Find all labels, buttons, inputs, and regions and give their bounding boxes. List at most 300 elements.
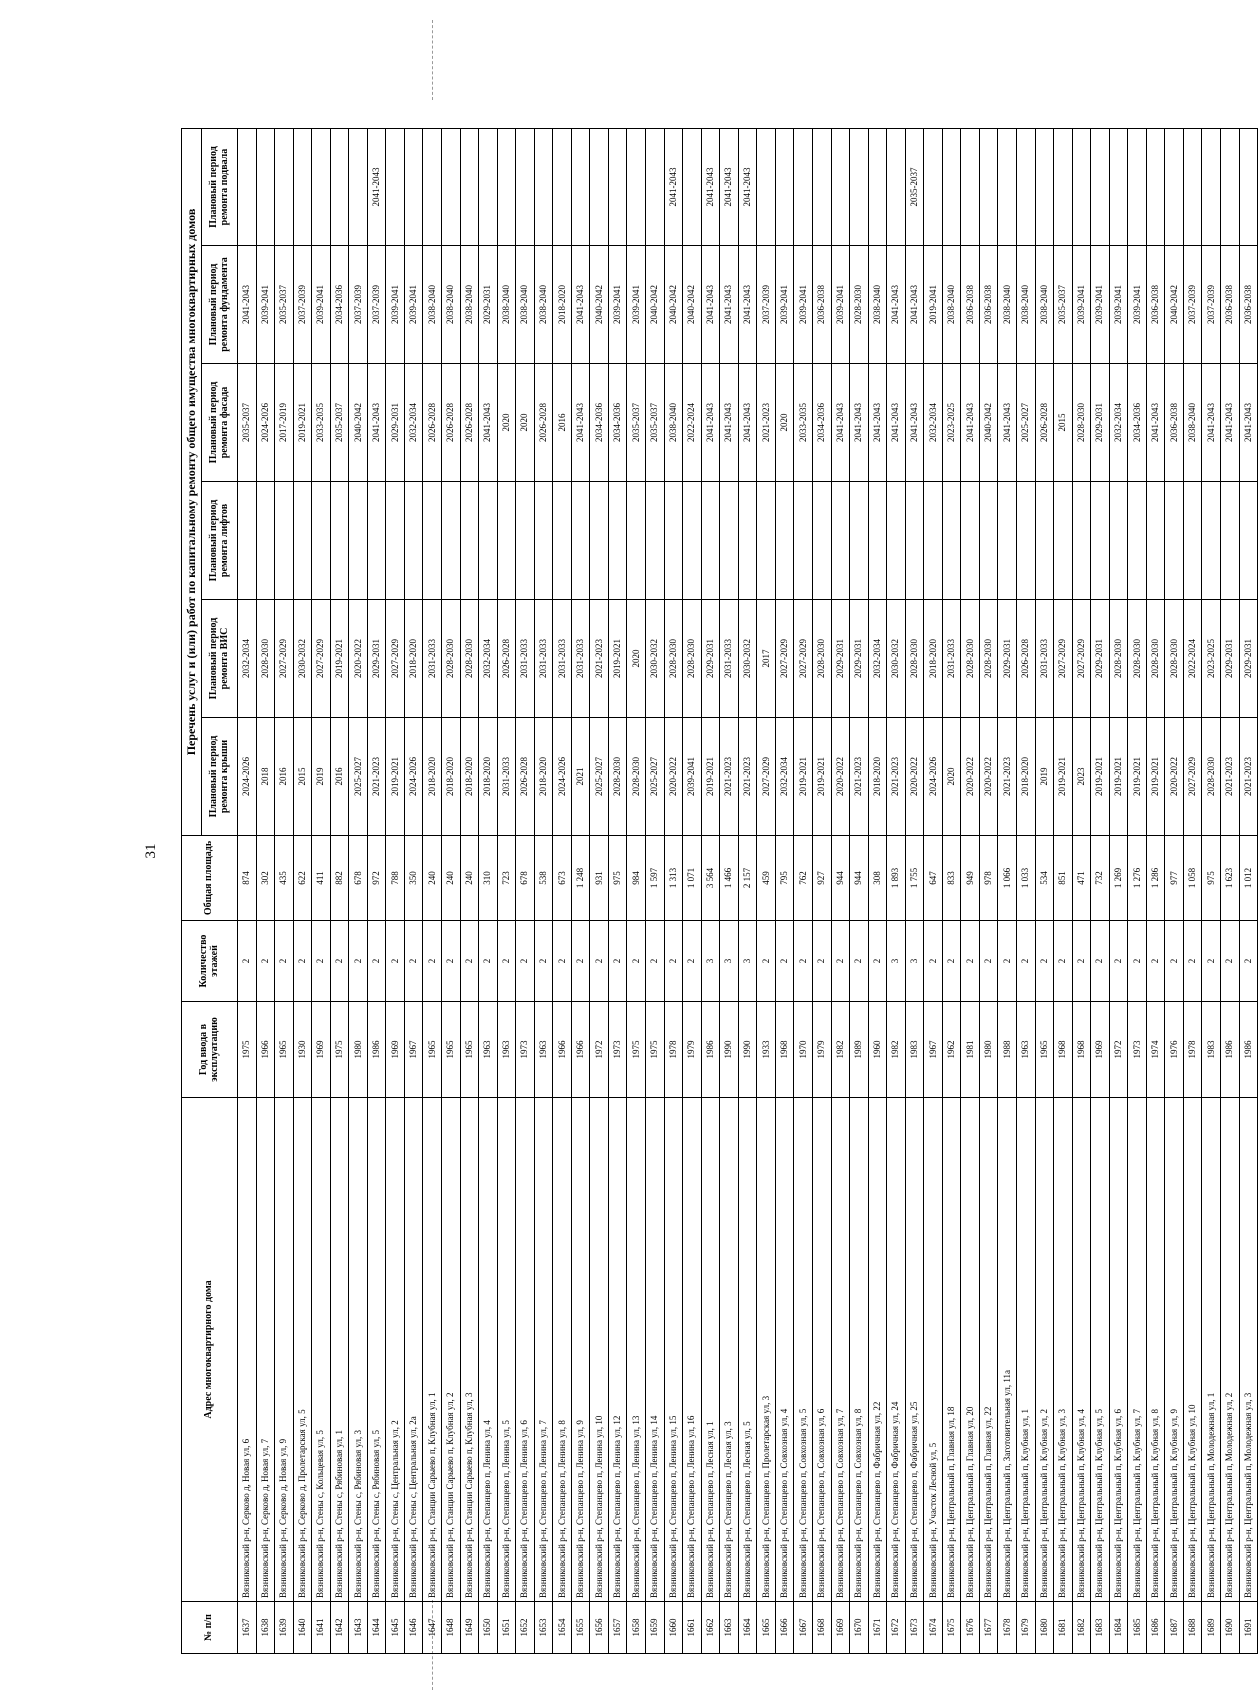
cell-area: 647 — [924, 836, 943, 921]
cell-year: 1979 — [683, 1002, 702, 1098]
cell-foundation: 2039-2041 — [831, 246, 850, 364]
cell-lift — [1220, 482, 1239, 600]
cell-area: 240 — [442, 836, 461, 921]
cell-year: 1960 — [868, 1002, 887, 1098]
cell-vis: 2029-2031 — [367, 600, 386, 718]
cell-floors: 2 — [1202, 921, 1221, 1002]
cell-floors: 2 — [1109, 921, 1128, 1002]
cell-floors: 2 — [349, 921, 368, 1002]
cell-lift — [479, 482, 498, 600]
cell-year: 1963 — [534, 1002, 553, 1098]
cell-num: 1671 — [868, 1602, 887, 1654]
cell-lift — [942, 482, 961, 600]
cell-basement: 2041-2043 — [738, 129, 757, 246]
cell-year: 1963 — [497, 1002, 516, 1098]
cell-vis: 2032-2034 — [238, 600, 257, 718]
cell-roof: 2027-2029 — [1183, 718, 1202, 836]
cell-facade: 2035-2037 — [627, 364, 646, 482]
cell-vis: 2026-2028 — [497, 600, 516, 718]
cell-facade: 2034-2036 — [1128, 364, 1147, 482]
cell-foundation: 2039-2041 — [1091, 246, 1110, 364]
cell-vis: 2028-2030 — [256, 600, 275, 718]
table-row — [1128, 129, 1147, 1654]
cell-facade: 2041-2043 — [367, 364, 386, 482]
cell-foundation: 2028-2030 — [850, 246, 869, 364]
cell-floors: 2 — [367, 921, 386, 1002]
table-row — [1016, 129, 1035, 1654]
header-facade: Плановый период ремонта фасада — [202, 364, 238, 482]
cell-lift — [1072, 482, 1091, 600]
cell-lift — [442, 482, 461, 600]
cell-num: 1673 — [905, 1602, 924, 1654]
cell-basement — [460, 129, 479, 246]
cell-vis: 2020-2022 — [349, 600, 368, 718]
cell-year: 1967 — [924, 1002, 943, 1098]
cell-address: Вязниковский р-н, Стены с, Кольцевая ул, 5 — [312, 1098, 331, 1602]
cell-basement — [534, 129, 553, 246]
cell-lift — [516, 482, 535, 600]
cell-address: Вязниковский р-н, Центральный п, Клубная ул, 9 — [1165, 1098, 1184, 1602]
cell-basement — [516, 129, 535, 246]
cell-num: 1645 — [386, 1602, 405, 1654]
cell-basement — [1146, 129, 1165, 246]
cell-year: 1983 — [1202, 1002, 1221, 1098]
cell-lift — [831, 482, 850, 600]
cell-basement — [404, 129, 423, 246]
cell-year: 1986 — [1239, 1002, 1258, 1098]
cell-vis: 2021-2023 — [590, 600, 609, 718]
cell-lift — [1091, 482, 1110, 600]
cell-area: 471 — [1072, 836, 1091, 921]
cell-roof: 2019 — [312, 718, 331, 836]
cell-roof: 2024-2026 — [404, 718, 423, 836]
cell-foundation: 2038-2040 — [442, 246, 461, 364]
cell-area: 788 — [386, 836, 405, 921]
cell-vis: 2027-2029 — [275, 600, 294, 718]
cell-roof: 2020-2022 — [961, 718, 980, 836]
cell-facade: 2041-2043 — [998, 364, 1017, 482]
cell-floors: 3 — [905, 921, 924, 1002]
table-row — [1183, 129, 1202, 1654]
cell-year: 1973 — [516, 1002, 535, 1098]
cell-area: 978 — [979, 836, 998, 921]
cell-address: Вязниковский р-н, Степанцево п, Ленина ул, 16 — [683, 1098, 702, 1602]
cell-address: Вязниковский р-н, Степанцево п, Лесная ул, 3 — [720, 1098, 739, 1602]
cell-facade: 2041-2043 — [479, 364, 498, 482]
cell-facade: 2041-2043 — [868, 364, 887, 482]
cell-floors: 3 — [887, 921, 906, 1002]
cell-area: 851 — [1054, 836, 1073, 921]
cell-num: 1685 — [1128, 1602, 1147, 1654]
cell-roof: 2024-2026 — [238, 718, 257, 836]
page-number: 31 — [143, 843, 159, 859]
cell-roof: 2026-2028 — [516, 718, 535, 836]
cell-address: Вязниковский р-н, Степанцево п, Совхозная ул, 5 — [794, 1098, 813, 1602]
cell-vis: 2031-2033 — [534, 600, 553, 718]
table-row — [1054, 129, 1073, 1654]
cell-address: Вязниковский р-н, Степанцево п, Фабричная ул, 24 — [887, 1098, 906, 1602]
cell-area: 1 012 — [1239, 836, 1258, 921]
cell-num: 1674 — [924, 1602, 943, 1654]
cell-roof: 2025-2027 — [646, 718, 665, 836]
table-row — [349, 129, 368, 1654]
cell-lift — [1165, 482, 1184, 600]
header-num: № п/п — [182, 1602, 238, 1654]
cell-area: 310 — [479, 836, 498, 921]
cell-num: 1670 — [850, 1602, 869, 1654]
cell-area: 1 066 — [998, 836, 1017, 921]
cell-address: Вязниковский р-н, Центральный п, Клубная ул, 8 — [1146, 1098, 1165, 1602]
cell-lift — [312, 482, 331, 600]
cell-roof: 2019-2021 — [386, 718, 405, 836]
cell-foundation: 2038-2040 — [1016, 246, 1035, 364]
table-row — [1239, 129, 1258, 1654]
cell-lift — [868, 482, 887, 600]
cell-vis: 2029-2031 — [701, 600, 720, 718]
cell-basement — [850, 129, 869, 246]
cell-foundation: 2040-2042 — [646, 246, 665, 364]
cell-floors: 2 — [812, 921, 831, 1002]
cell-roof: 2020-2022 — [831, 718, 850, 836]
cell-foundation: 2039-2041 — [627, 246, 646, 364]
cell-facade: 2033-2035 — [312, 364, 331, 482]
table-row — [497, 129, 516, 1654]
cell-lift — [349, 482, 368, 600]
cell-floors: 3 — [720, 921, 739, 1002]
cell-area: 1 276 — [1128, 836, 1147, 921]
cell-roof: 2031-2033 — [497, 718, 516, 836]
cell-lift — [683, 482, 702, 600]
cell-basement — [423, 129, 442, 246]
cell-lift — [571, 482, 590, 600]
cell-area: 622 — [293, 836, 312, 921]
cell-vis: 2023-2025 — [1202, 600, 1221, 718]
cell-foundation: 2038-2040 — [497, 246, 516, 364]
cell-basement — [293, 129, 312, 246]
cell-num: 1638 — [256, 1602, 275, 1654]
header-basement: Плановый период ремонта подвала — [202, 129, 238, 246]
cell-vis: 2030-2032 — [646, 600, 665, 718]
cell-address: Вязниковский р-н, Центральный п, Молодежная ул, 1 — [1202, 1098, 1221, 1602]
cell-floors: 2 — [293, 921, 312, 1002]
table-row — [979, 129, 998, 1654]
cell-roof: 2023 — [1072, 718, 1091, 836]
cell-roof: 2019-2021 — [1128, 718, 1147, 836]
cell-address: Вязниковский р-н, Станции Сарыево п, Клубная ул, 1 — [423, 1098, 442, 1602]
cell-num: 1677 — [979, 1602, 998, 1654]
cell-facade: 2020 — [497, 364, 516, 482]
cell-num: 1640 — [293, 1602, 312, 1654]
cell-year: 1988 — [998, 1002, 1017, 1098]
cell-year: 1963 — [479, 1002, 498, 1098]
cell-floors: 2 — [590, 921, 609, 1002]
cell-year: 1975 — [627, 1002, 646, 1098]
cell-floors: 2 — [942, 921, 961, 1002]
cell-num: 1663 — [720, 1602, 739, 1654]
cell-address: Вязниковский р-н, Центральный п, Клубная ул, 2 — [1035, 1098, 1054, 1602]
cell-basement — [479, 129, 498, 246]
cell-num: 1664 — [738, 1602, 757, 1654]
cell-foundation: 2039-2041 — [386, 246, 405, 364]
table-row — [942, 129, 961, 1654]
header-lift: Плановый период ремонта лифтов — [202, 482, 238, 600]
cell-vis: 2028-2030 — [905, 600, 924, 718]
cell-facade: 2041-2043 — [961, 364, 980, 482]
cell-foundation: 2039-2041 — [312, 246, 331, 364]
cell-foundation: 2040-2042 — [1165, 246, 1184, 364]
cell-year: 1975 — [238, 1002, 257, 1098]
cell-address: Вязниковский р-н, Центральный п, Главная ул, 18 — [942, 1098, 961, 1602]
cell-foundation: 2040-2042 — [590, 246, 609, 364]
cell-facade: 2032-2034 — [924, 364, 943, 482]
cell-area: 350 — [404, 836, 423, 921]
cell-roof: 2019-2021 — [701, 718, 720, 836]
cell-roof: 2018-2020 — [442, 718, 461, 836]
header-address: Адрес многоквартирного дома — [182, 1098, 238, 1602]
cell-num: 1660 — [664, 1602, 683, 1654]
cell-address: Вязниковский р-н, Центральный п, Клубная ул, 6 — [1109, 1098, 1128, 1602]
cell-vis: 2027-2029 — [1054, 600, 1073, 718]
cell-vis: 2031-2033 — [553, 600, 572, 718]
cell-area: 975 — [608, 836, 627, 921]
cell-lift — [998, 482, 1017, 600]
cell-area: 984 — [627, 836, 646, 921]
cell-area: 944 — [831, 836, 850, 921]
cell-facade: 2015 — [1054, 364, 1073, 482]
header-area: Общая площадь — [182, 836, 238, 921]
cell-year: 1969 — [386, 1002, 405, 1098]
cell-address: Вязниковский р-н, Станции Сарыево п, Клубная ул, 2 — [442, 1098, 461, 1602]
cell-basement — [1220, 129, 1239, 246]
cell-roof: 2021-2023 — [850, 718, 869, 836]
cell-area: 538 — [534, 836, 553, 921]
cell-area: 795 — [775, 836, 794, 921]
header-roof: Плановый период ремонта крыши — [202, 718, 238, 836]
cell-num: 1665 — [757, 1602, 776, 1654]
cell-area: 435 — [275, 836, 294, 921]
cell-foundation: 2040-2042 — [664, 246, 683, 364]
cell-year: 1965 — [423, 1002, 442, 1098]
cell-address: Вязниковский р-н, Степанцево п, Ленина ул, 7 — [534, 1098, 553, 1602]
cell-address: Вязниковский р-н, Серково д, Новая ул, 7 — [256, 1098, 275, 1602]
cell-year: 1968 — [1072, 1002, 1091, 1098]
cell-vis: 2019-2021 — [608, 600, 627, 718]
cell-area: 1 058 — [1183, 836, 1202, 921]
cell-area: 723 — [497, 836, 516, 921]
cell-area: 1 755 — [905, 836, 924, 921]
cell-facade: 2024-2026 — [256, 364, 275, 482]
cell-foundation: 2041-2043 — [720, 246, 739, 364]
cell-basement — [757, 129, 776, 246]
cell-address: Вязниковский р-н, Центральный п, Клубная ул, 7 — [1128, 1098, 1147, 1602]
cell-address: Вязниковский р-н, Серково д, Новая ул, 6 — [238, 1098, 257, 1602]
cell-roof: 2019-2021 — [812, 718, 831, 836]
cell-year: 1970 — [794, 1002, 813, 1098]
cell-address: Вязниковский р-н, Центральный п, Главная ул, 20 — [961, 1098, 980, 1602]
table-row — [516, 129, 535, 1654]
cell-roof: 2021-2023 — [1220, 718, 1239, 836]
cell-basement — [979, 129, 998, 246]
cell-roof: 2019-2021 — [1146, 718, 1165, 836]
table-row — [646, 129, 665, 1654]
cell-num: 1642 — [330, 1602, 349, 1654]
cell-year: 1986 — [367, 1002, 386, 1098]
table-row — [738, 129, 757, 1654]
header-vis: Плановый период ремонта ВИС — [202, 600, 238, 718]
cell-year: 1965 — [442, 1002, 461, 1098]
cell-area: 673 — [553, 836, 572, 921]
cell-floors: 2 — [998, 921, 1017, 1002]
cell-foundation: 2037-2039 — [367, 246, 386, 364]
cell-area: 874 — [238, 836, 257, 921]
cell-year: 1982 — [887, 1002, 906, 1098]
table-row — [887, 129, 906, 1654]
cell-lift — [256, 482, 275, 600]
cell-area: 1 033 — [1016, 836, 1035, 921]
cell-year: 1967 — [404, 1002, 423, 1098]
cell-area: 411 — [312, 836, 331, 921]
cell-year: 1974 — [1146, 1002, 1165, 1098]
cell-foundation: 2039-2041 — [256, 246, 275, 364]
cell-vis: 2028-2030 — [1146, 600, 1165, 718]
table-row — [683, 129, 702, 1654]
table-row — [1072, 129, 1091, 1654]
cell-vis: 2027-2029 — [312, 600, 331, 718]
cell-num: 1691 — [1239, 1602, 1258, 1654]
cell-basement — [1202, 129, 1221, 246]
cell-facade: 2032-2034 — [404, 364, 423, 482]
cell-facade: 2041-2043 — [850, 364, 869, 482]
cell-year: 1975 — [330, 1002, 349, 1098]
cell-facade: 2036-2038 — [1165, 364, 1184, 482]
cell-lift — [850, 482, 869, 600]
cell-lift — [1146, 482, 1165, 600]
cell-vis: 2028-2030 — [961, 600, 980, 718]
cell-basement — [998, 129, 1017, 246]
table-row — [720, 129, 739, 1654]
cell-num: 1678 — [998, 1602, 1017, 1654]
cell-address: Вязниковский р-н, Участок Лесной ул, 5 — [924, 1098, 943, 1602]
cell-lift — [275, 482, 294, 600]
cell-floors: 2 — [1128, 921, 1147, 1002]
table-row — [293, 129, 312, 1654]
cell-num: 1641 — [312, 1602, 331, 1654]
cell-num: 1644 — [367, 1602, 386, 1654]
cell-foundation: 2038-2040 — [423, 246, 442, 364]
cell-lift — [1035, 482, 1054, 600]
cell-facade: 2040-2042 — [979, 364, 998, 482]
cell-address: Вязниковский р-н, Степанцево п, Ленина ул, 8 — [553, 1098, 572, 1602]
cell-lift — [534, 482, 553, 600]
cell-basement — [571, 129, 590, 246]
table-row — [850, 129, 869, 1654]
cell-basement — [627, 129, 646, 246]
cell-floors: 2 — [497, 921, 516, 1002]
cell-address: Вязниковский р-н, Центральный п, Молодежная ул, 2 — [1220, 1098, 1239, 1602]
header-foundation: Плановый период ремонта фундамента — [202, 246, 238, 364]
cell-year: 1966 — [571, 1002, 590, 1098]
cell-year: 1989 — [850, 1002, 869, 1098]
cell-floors: 3 — [738, 921, 757, 1002]
cell-num: 1657 — [608, 1602, 627, 1654]
cell-roof: 2020-2022 — [905, 718, 924, 836]
cell-vis: 2029-2031 — [1220, 600, 1239, 718]
cell-area: 882 — [330, 836, 349, 921]
cell-num: 1679 — [1016, 1602, 1035, 1654]
cell-area: 302 — [256, 836, 275, 921]
table-row — [1146, 129, 1165, 1654]
cell-area: 1 269 — [1109, 836, 1128, 921]
cell-roof: 2020-2022 — [1165, 718, 1184, 836]
cell-lift — [460, 482, 479, 600]
cell-year: 1980 — [349, 1002, 368, 1098]
cell-area: 1 313 — [664, 836, 683, 921]
cell-year: 1978 — [664, 1002, 683, 1098]
cell-basement — [1109, 129, 1128, 246]
cell-basement — [887, 129, 906, 246]
cell-floors: 2 — [479, 921, 498, 1002]
cell-year: 1968 — [775, 1002, 794, 1098]
cell-roof: 2019 — [1035, 718, 1054, 836]
table-row — [553, 129, 572, 1654]
cell-foundation: 2039-2041 — [608, 246, 627, 364]
cell-floors: 2 — [1091, 921, 1110, 1002]
cell-facade: 2026-2028 — [423, 364, 442, 482]
cell-facade: 2016 — [553, 364, 572, 482]
cell-year: 1990 — [720, 1002, 739, 1098]
cell-area: 977 — [1165, 836, 1184, 921]
cell-foundation: 2036-2038 — [1220, 246, 1239, 364]
cell-foundation: 2034-2036 — [330, 246, 349, 364]
table-row — [775, 129, 794, 1654]
cell-floors: 2 — [534, 921, 553, 1002]
cell-num: 1676 — [961, 1602, 980, 1654]
cell-lift — [812, 482, 831, 600]
cell-year: 1965 — [460, 1002, 479, 1098]
cell-lift — [887, 482, 906, 600]
cell-foundation: 2037-2039 — [757, 246, 776, 364]
cell-num: 1649 — [460, 1602, 479, 1654]
cell-vis: 2028-2030 — [460, 600, 479, 718]
table-body — [238, 129, 1258, 1654]
cell-num: 1655 — [571, 1602, 590, 1654]
cell-area: 308 — [868, 836, 887, 921]
cell-foundation: 2039-2041 — [404, 246, 423, 364]
cell-basement: 2041-2043 — [664, 129, 683, 246]
cell-num: 1661 — [683, 1602, 702, 1654]
cell-facade: 2034-2036 — [590, 364, 609, 482]
cell-foundation: 2035-2037 — [1054, 246, 1073, 364]
cell-address: Вязниковский р-н, Центральный п, Клубная ул, 3 — [1054, 1098, 1073, 1602]
cell-lift — [1016, 482, 1035, 600]
cell-year: 1972 — [1109, 1002, 1128, 1098]
cell-foundation: 2019-2041 — [924, 246, 943, 364]
cell-facade: 2026-2028 — [1035, 364, 1054, 482]
cell-roof: 2019-2021 — [1091, 718, 1110, 836]
cell-address: Вязниковский р-н, Степанцево п, Ленина ул, 13 — [627, 1098, 646, 1602]
cell-roof: 2019-2021 — [794, 718, 813, 836]
cell-area: 240 — [460, 836, 479, 921]
cell-area: 1 466 — [720, 836, 739, 921]
cell-roof: 2020-2022 — [979, 718, 998, 836]
cell-basement — [1239, 129, 1258, 246]
table-row — [571, 129, 590, 1654]
cell-vis: 2027-2029 — [794, 600, 813, 718]
cell-basement — [1035, 129, 1054, 246]
cell-foundation: 2039-2041 — [775, 246, 794, 364]
cell-basement: 2041-2043 — [701, 129, 720, 246]
cell-vis: 2028-2030 — [683, 600, 702, 718]
